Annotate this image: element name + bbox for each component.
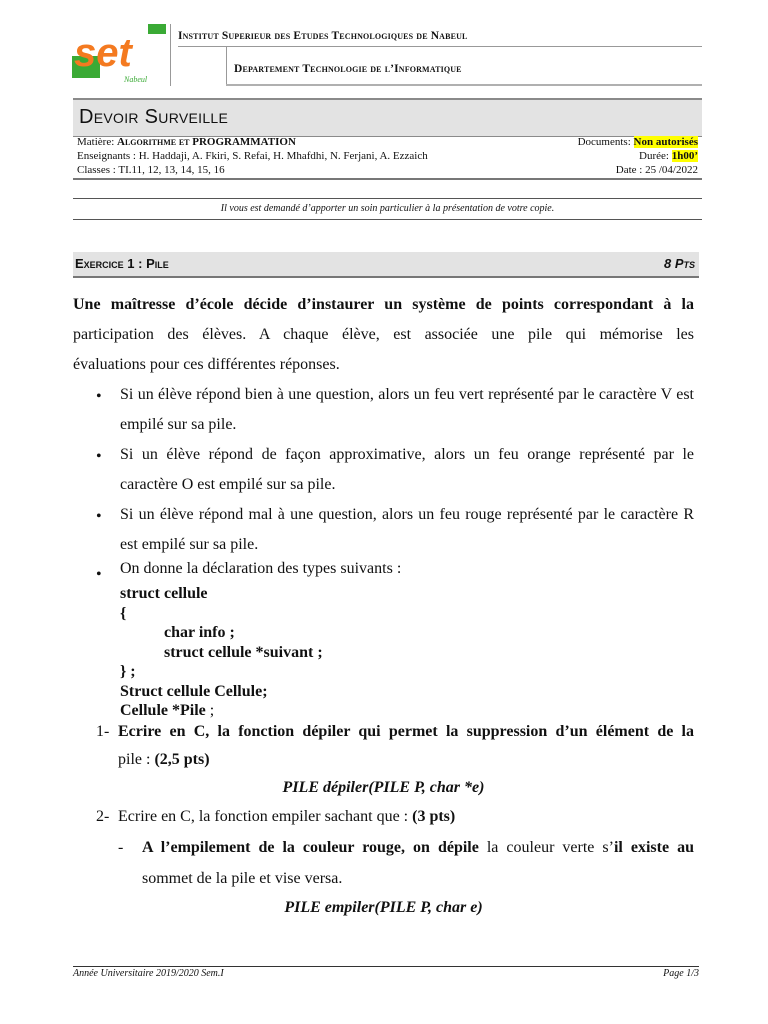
question-1-text: Ecrire en C, la fonction dépiler qui permet la suppression d’un élément de la bbox=[118, 723, 694, 740]
matiere-value: Algorithme et PROGRAMMATION bbox=[117, 136, 296, 148]
question-number: 2- bbox=[96, 808, 110, 825]
svg-text:set: set bbox=[74, 31, 132, 75]
exercise-header bbox=[73, 252, 699, 278]
matiere-row bbox=[77, 135, 497, 149]
teachers-label: Enseignants : bbox=[77, 150, 136, 162]
code-line: struct cellule *suivant ; bbox=[164, 644, 323, 661]
code-line: struct cellule bbox=[120, 585, 208, 602]
bullet-icon: • bbox=[96, 508, 102, 525]
classes-value: TI.11, 12, 13, 14, 15, 16 bbox=[118, 164, 225, 176]
matiere-label: Matière: bbox=[77, 136, 115, 148]
documents-row bbox=[470, 135, 698, 149]
set-logo-icon bbox=[72, 22, 168, 86]
prototype-empiler: PILE empiler(PILE P, char e) bbox=[284, 899, 483, 916]
list-item: Si un élève répond bien à une question, alors un feu vert représenté par le caractère V est empilé sur sa pile. bbox=[120, 386, 694, 433]
question-2-label: Ecrire en C, la fonction empiler sachant que : bbox=[118, 808, 413, 825]
documents-label: Documents: bbox=[577, 136, 631, 148]
page-title: Devoir Surveille bbox=[79, 106, 229, 128]
classes-label: Classes : bbox=[77, 164, 116, 176]
code-line: } ; bbox=[120, 663, 136, 680]
dash-marker: - bbox=[118, 839, 124, 856]
header-rule bbox=[178, 46, 702, 47]
intro-line-2: participation des élèves. A chaque élève, est associée une pile qui mémorise les bbox=[73, 326, 694, 343]
exam-meta-left bbox=[77, 135, 497, 177]
page-number: Page 1/3 bbox=[663, 968, 699, 979]
question-2-rule bbox=[142, 833, 694, 863]
duration-value: 1h00’ bbox=[671, 150, 698, 162]
documents-value: Non autorisés bbox=[633, 136, 698, 148]
prototype-depiler: PILE dépiler(PILE P, char *e) bbox=[282, 779, 485, 796]
question-2-rule-line2: sommet de la pile et vise versa. bbox=[142, 870, 343, 887]
bullet-icon: • bbox=[96, 388, 102, 405]
rule-bold-a: A l’empilement de la couleur rouge, on dépile bbox=[142, 839, 479, 856]
code-line: Struct cellule Cellule; bbox=[120, 683, 268, 700]
meta-rule bbox=[73, 178, 702, 180]
date-label: Date : bbox=[615, 164, 643, 176]
list-item: Si un élève répond mal à une question, alors un feu rouge représenté par le caractère R est empilé sur sa pile. bbox=[120, 506, 694, 553]
question-1-line2 bbox=[118, 745, 694, 775]
rule-bold-c: il existe au bbox=[613, 839, 694, 856]
teachers-value: H. Haddaji, A. Fkiri, S. Refai, H. Mhafdhi, N. Ferjani, A. Ezzaich bbox=[138, 150, 428, 162]
bullet-icon: • bbox=[96, 448, 102, 465]
date-value: 25 /04/2022 bbox=[645, 164, 698, 176]
intro-line-3: évaluations pour ces différentes réponses. bbox=[73, 356, 340, 373]
exercise-points: 8 Pts bbox=[663, 256, 695, 271]
title-bar bbox=[73, 98, 702, 137]
teachers-row bbox=[77, 149, 497, 163]
exam-meta-right bbox=[470, 135, 698, 177]
question-1-label: pile : bbox=[118, 751, 155, 768]
bullet-icon: • bbox=[96, 566, 102, 583]
duration-label: Durée: bbox=[639, 150, 669, 162]
duration-row bbox=[470, 149, 698, 163]
question-number: 1- bbox=[96, 723, 110, 740]
svg-text:Nabeul: Nabeul bbox=[124, 75, 148, 84]
question-2-points: (3 pts) bbox=[412, 808, 456, 825]
footer-rule bbox=[73, 966, 699, 967]
date-row bbox=[470, 163, 698, 177]
exercise-title: Exercice 1 : Pile bbox=[75, 256, 169, 271]
header-rule-bottom bbox=[226, 84, 702, 86]
header-divider bbox=[170, 24, 171, 86]
code-text: ; bbox=[205, 702, 215, 719]
header-divider-2 bbox=[226, 46, 227, 86]
declaration-intro: On donne la déclaration des types suivants : bbox=[120, 560, 402, 577]
intro-line-1: Une maîtresse d’école décide d’instaurer un système de points correspondant à la bbox=[73, 296, 694, 313]
code-line: char info ; bbox=[164, 624, 235, 641]
school-logo bbox=[72, 22, 168, 86]
footer-year: Année Universitaire 2019/2020 Sem.I bbox=[73, 968, 224, 979]
code-line: { bbox=[120, 605, 127, 622]
code-text: Cellule *Pile bbox=[120, 702, 206, 719]
question-1-points: (2,5 pts) bbox=[154, 751, 210, 768]
classes-row bbox=[77, 163, 497, 177]
institute-name: Institut Superieur des Etudes Technologiques de Nabeul bbox=[178, 30, 468, 42]
presentation-notice: Il vous est demandé d’apporter un soin particulier à la présentation de votre copie. bbox=[73, 198, 702, 220]
list-item: Si un élève répond de façon approximative, alors un feu orange représenté par le caractère O est empilé sur sa pile. bbox=[120, 446, 694, 493]
department-name: Departement Technologie de l’Informatique bbox=[234, 63, 462, 75]
question-2-text bbox=[118, 808, 455, 826]
rule-normal: la couleur verte s’ bbox=[478, 839, 614, 856]
